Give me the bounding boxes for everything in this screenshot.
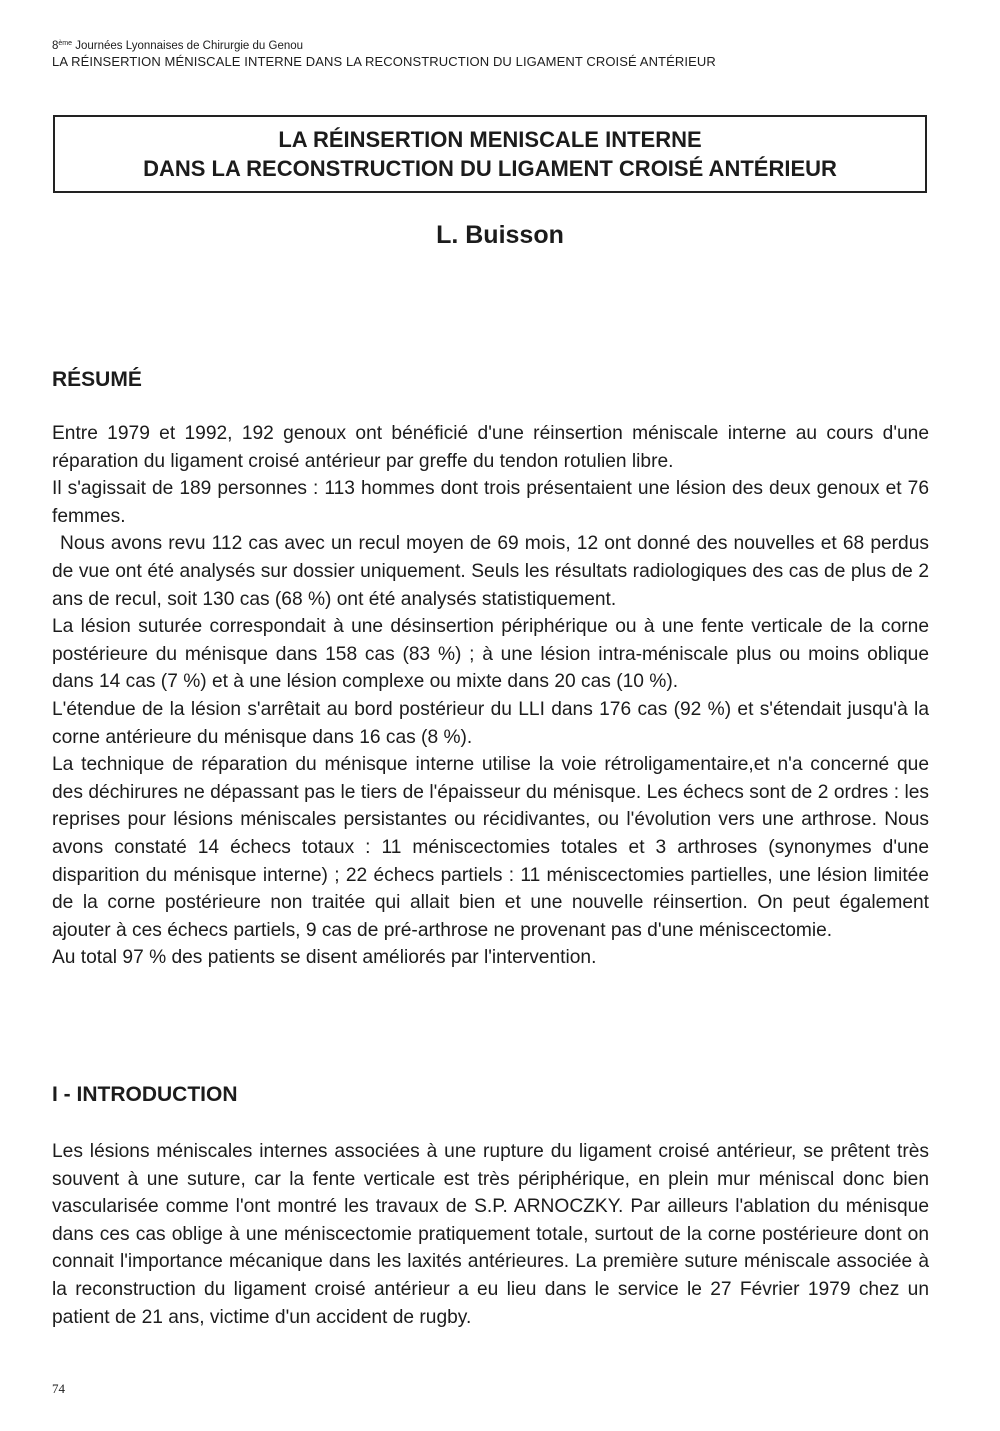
introduction-heading: I - INTRODUCTION: [52, 1083, 238, 1106]
article-title-line-2: DANS LA RECONSTRUCTION DU LIGAMENT CROISÉ ANTÉRIEUR: [143, 156, 837, 181]
resume-paragraph: La lésion suturée correspondait à une désinsertion périphérique ou à une fente verticale de la corne postérieure du ménisque dans 158 cas (83 %) ; à une lésion intra-méniscale plus ou moins oblique dans 14 cas (7 %) et à une lésion complexe ou mixte dans 20 cas (10 %).: [52, 616, 929, 693]
resume-paragraph: L'étendue de la lésion s'arrêtait au bord postérieur du LLI dans 176 cas (92 %) et s'étendait jusqu'à la corne antérieure du ménisque dans 16 cas (8 %).: [52, 698, 929, 748]
conference-title: Journées Lyonnaises de Chirurgie du Genou: [72, 40, 304, 52]
article-title-box: [53, 115, 927, 193]
page-number: 74: [52, 1381, 65, 1396]
resume-heading: RÉSUMÉ: [52, 368, 142, 391]
running-header: [52, 36, 952, 69]
resume-body: [52, 420, 929, 972]
conference-ordinal-suffix: ème: [58, 40, 73, 47]
conference-name: [52, 36, 952, 54]
introduction-body: [52, 1138, 929, 1331]
conference-ordinal: 8: [52, 40, 59, 52]
introduction-paragraph: Les lésions méniscales internes associées à une rupture du ligament croisé antérieur, se prêtent très souvent à une suture, car la fente verticale est très périphérique, en plein mur méniscal donc bien vascularisée comme l'ont montré les travaux de S.P. ARNOCZKY. Par ailleurs l'ablation du ménisque dans ces cas oblige à une méniscectomie pratiquement totale, surtout de la corne postérieure dont on connait l'importance mécanique dans les laxités antérieures. La première suture méniscale associée à la reconstruction du ligament croisé antérieur a eu lieu dans le service le 27 Février 1979 chez un patient de 21 ans, victime d'un accident de rugby.: [52, 1141, 929, 1328]
author-name: L. Buisson: [436, 221, 564, 249]
resume-paragraph: Entre 1979 et 1992, 192 genoux ont bénéficié d'une réinsertion méniscale interne au cours d'une réparation du ligament croisé antérieur par greffe du tendon rotulien libre.: [52, 423, 929, 472]
article-title-line-1: LA RÉINSERTION MENISCALE INTERNE: [278, 127, 702, 152]
resume-paragraph: Nous avons revu 112 cas avec un recul moyen de 69 mois, 12 ont donné des nouvelles et 68 perdus de vue ont été analysés sur dossier uniquement. Seuls les résultats radiologiques des cas de plus de 2 ans de recul, soit 130 cas (68 %) ont été analysés statistiquement.: [52, 533, 929, 610]
running-title: LA RÉINSERTION MÉNISCALE INTERNE DANS LA RECONSTRUCTION DU LIGAMENT CROISÉ ANTÉRIEUR: [52, 54, 716, 69]
resume-paragraph: Il s'agissait de 189 personnes : 113 hommes dont trois présentaient une lésion des deux genoux et 76 femmes.: [52, 478, 929, 527]
resume-paragraph: La technique de réparation du ménisque interne utilise la voie rétroligamentaire,et n'a concerné que des déchirures ne dépassant pas le tiers de l'épaisseur du ménisque. Les échecs sont de 2 ordres : les reprises pour lésions méniscales persistantes ou récidivantes, ou l'évolution vers une arthrose. Nous avons constaté 14 échecs totaux : 11 méniscectomies totales et 3 arthroses (synonymes d'une disparition du ménisque interne) ; 22 échecs partiels : 11 méniscectomies partielles, une lésion limitée de la corne postérieure non traitée qui allait bien et une nouvelle réinsertion. On peut également ajouter à ces échecs partiels, 9 cas de pré-arthrose ne provenant pas d'une méniscectomie.: [52, 754, 929, 941]
resume-paragraph: Au total 97 % des patients se disent améliorés par l'intervention.: [52, 947, 597, 969]
